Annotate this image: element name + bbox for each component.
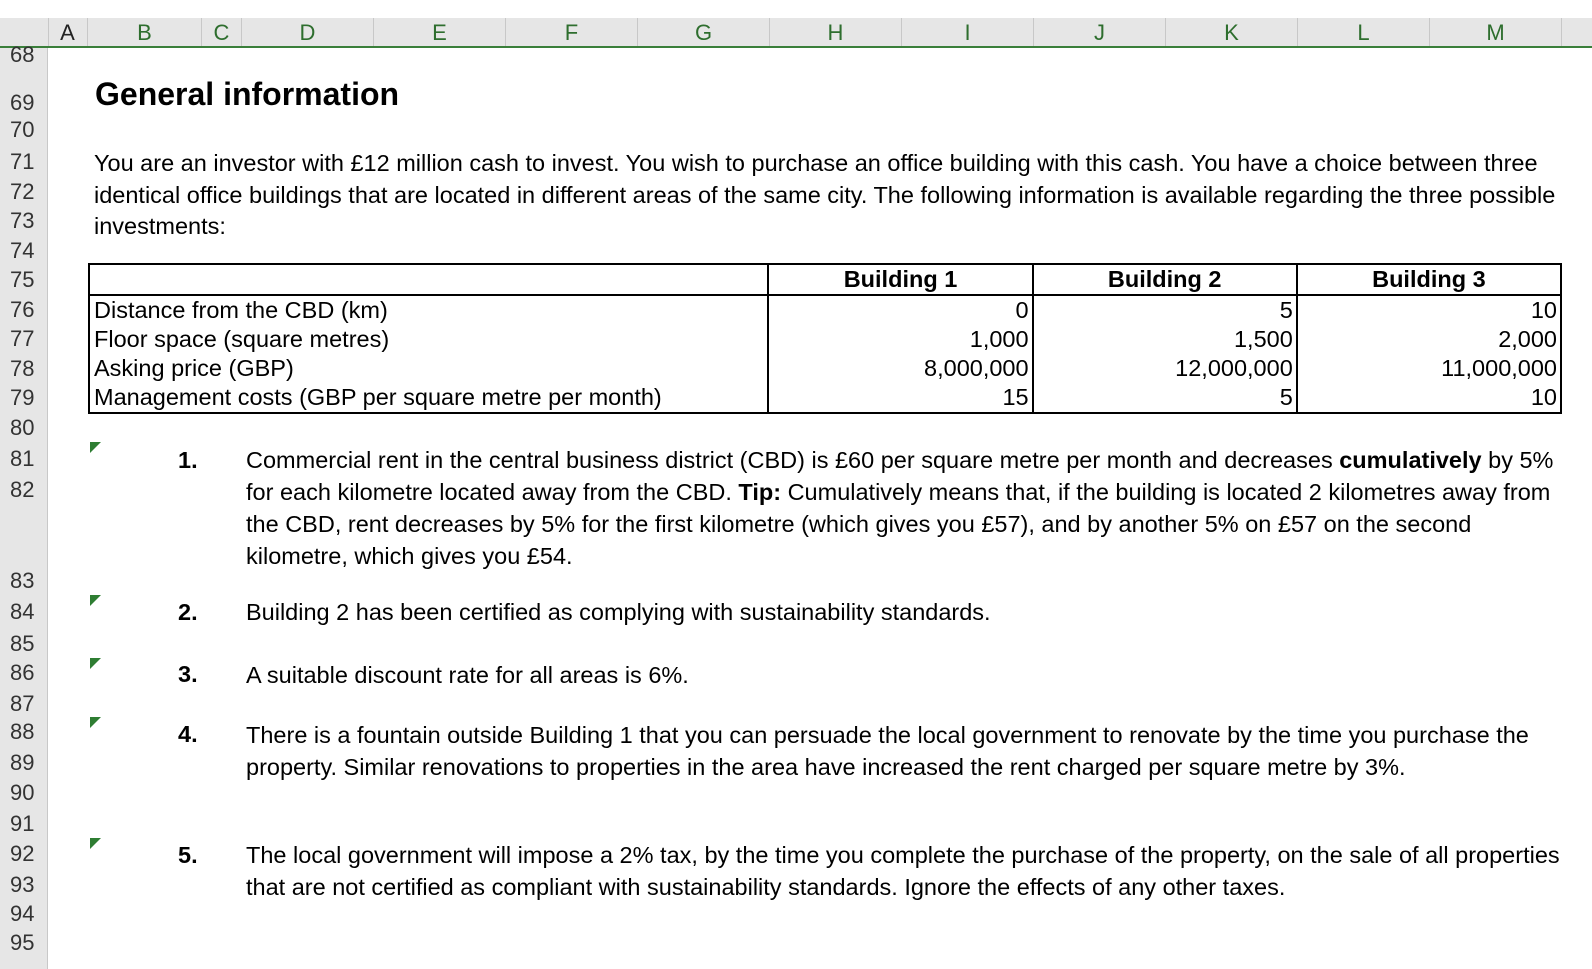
row-header[interactable]: 72 <box>10 179 35 204</box>
item-text <box>246 444 1566 572</box>
column-header-d[interactable]: D <box>242 18 374 46</box>
value-cell[interactable]: 10 <box>1297 295 1561 325</box>
column-header-g[interactable]: G <box>638 18 770 46</box>
item-number: 5. <box>178 842 198 868</box>
row-header[interactable]: 73 <box>10 208 35 233</box>
row-header[interactable]: 77 <box>10 326 35 351</box>
item-text-part: Cumulatively means that, if the building is located 2 kilometres away from the CBD, rent decreases by 5% for the first kilometre (which gives you £57), and by another 5% on £57 on the second kilometre, which gives you £54. <box>246 479 1551 569</box>
row-header[interactable]: 93 <box>10 872 35 897</box>
row-header[interactable]: 92 <box>10 841 35 866</box>
value-cell[interactable]: 1,000 <box>768 325 1032 354</box>
item-number: 1. <box>178 447 198 473</box>
table-header-cell[interactable]: Building 2 <box>1033 264 1297 295</box>
row-header[interactable]: 82 <box>10 477 35 502</box>
column-header-b[interactable]: B <box>88 18 202 46</box>
row-header[interactable]: 84 <box>10 599 35 624</box>
column-header-l[interactable]: L <box>1298 18 1430 46</box>
table-header-cell[interactable]: Building 1 <box>768 264 1032 295</box>
table-header-row <box>89 264 1561 295</box>
comment-indicator-icon[interactable] <box>90 717 101 728</box>
row-header[interactable]: 90 <box>10 780 35 805</box>
table-header-cell[interactable]: Building 3 <box>1297 264 1561 295</box>
item-number: 4. <box>178 721 198 747</box>
table-header-cell[interactable] <box>89 264 768 295</box>
row-header[interactable]: 87 <box>10 691 35 716</box>
item-text-part: Commercial rent in the central business district (CBD) is £60 per square metre per month and decreases <box>246 447 1340 473</box>
value-cell[interactable]: 0 <box>768 295 1032 325</box>
item-text-part: by 5% for each kilometre located away from the CBD. <box>246 447 1554 505</box>
row-header[interactable]: 94 <box>10 901 35 926</box>
row-header[interactable]: 68 <box>10 42 35 67</box>
row-header[interactable]: 79 <box>10 385 35 410</box>
comment-indicator-icon[interactable] <box>90 595 101 606</box>
item-number: 3. <box>178 661 198 687</box>
row-header[interactable]: 85 <box>10 631 35 656</box>
row-header[interactable]: 91 <box>10 811 35 836</box>
row-header[interactable]: 81 <box>10 446 35 471</box>
table-row <box>89 383 1561 413</box>
row-label-cell[interactable]: Asking price (GBP) <box>89 354 768 383</box>
row-header[interactable]: 70 <box>10 117 35 142</box>
column-header-k[interactable]: K <box>1166 18 1298 46</box>
column-header-m[interactable]: M <box>1430 18 1562 46</box>
value-cell[interactable]: 8,000,000 <box>768 354 1032 383</box>
row-header[interactable]: 71 <box>10 149 35 174</box>
row-header[interactable]: 83 <box>10 568 35 593</box>
value-cell[interactable]: 10 <box>1297 383 1561 413</box>
value-cell[interactable]: 15 <box>768 383 1032 413</box>
item-number: 2. <box>178 599 198 625</box>
intro-paragraph: You are an investor with £12 million cash to invest. You wish to purchase an office building with this cash. You have a choice between three identical office buildings that are located in different areas of the same city. The following information is available regarding the three possible investments: <box>94 150 1556 239</box>
value-cell[interactable]: 11,000,000 <box>1297 354 1561 383</box>
row-label-cell[interactable]: Floor space (square metres) <box>89 325 768 354</box>
table-row <box>89 295 1561 325</box>
column-header-f[interactable]: F <box>506 18 638 46</box>
column-header-i[interactable]: I <box>902 18 1034 46</box>
value-cell[interactable]: 1,500 <box>1033 325 1297 354</box>
comment-indicator-icon[interactable] <box>90 442 101 453</box>
item-text: There is a fountain outside Building 1 that you can persuade the local government to renovate by the time you purchase the property. Similar renovations to properties in the area have increased the rent charged per square metre by 3%. <box>246 722 1529 780</box>
row-header[interactable]: 89 <box>10 750 35 775</box>
column-header-j[interactable]: J <box>1034 18 1166 46</box>
value-cell[interactable]: 5 <box>1033 295 1297 325</box>
item-text-bold: cumulatively <box>1339 447 1482 473</box>
column-header-h[interactable]: H <box>770 18 902 46</box>
row-label-cell[interactable]: Management costs (GBP per square metre per month) <box>89 383 768 413</box>
item-text: A suitable discount rate for all areas is 6%. <box>246 662 689 688</box>
row-header[interactable]: 88 <box>10 719 35 744</box>
row-header[interactable]: 78 <box>10 356 35 381</box>
row-header[interactable]: 95 <box>10 930 35 955</box>
item-text: The local government will impose a 2% tax, by the time you complete the purchase of the property, on the sale of all properties that are not certified as compliant with sustainability standards. Ignore the effects of any other taxes. <box>246 842 1560 900</box>
row-header-bar <box>0 42 48 969</box>
value-cell[interactable]: 2,000 <box>1297 325 1561 354</box>
row-header[interactable]: 86 <box>10 660 35 685</box>
comment-indicator-icon[interactable] <box>90 658 101 669</box>
item-text-bold: Tip: <box>738 479 782 505</box>
buildings-table <box>88 263 1562 414</box>
value-cell[interactable]: 5 <box>1033 383 1297 413</box>
row-header[interactable]: 75 <box>10 267 35 292</box>
column-header-a[interactable]: A <box>48 18 88 46</box>
column-header-e[interactable]: E <box>374 18 506 46</box>
table-row <box>89 325 1561 354</box>
comment-indicator-icon[interactable] <box>90 838 101 849</box>
row-header[interactable]: 76 <box>10 297 35 322</box>
row-header[interactable]: 69 <box>10 90 35 115</box>
item-text: Building 2 has been certified as complying with sustainability standards. <box>246 599 991 625</box>
column-header-c[interactable]: C <box>202 18 242 46</box>
column-header-bar <box>0 18 1592 48</box>
value-cell[interactable]: 12,000,000 <box>1033 354 1297 383</box>
row-header[interactable]: 74 <box>10 238 35 263</box>
table-row <box>89 354 1561 383</box>
row-label-cell[interactable]: Distance from the CBD (km) <box>89 295 768 325</box>
page-title: General information <box>95 76 400 112</box>
row-header[interactable]: 80 <box>10 415 35 440</box>
